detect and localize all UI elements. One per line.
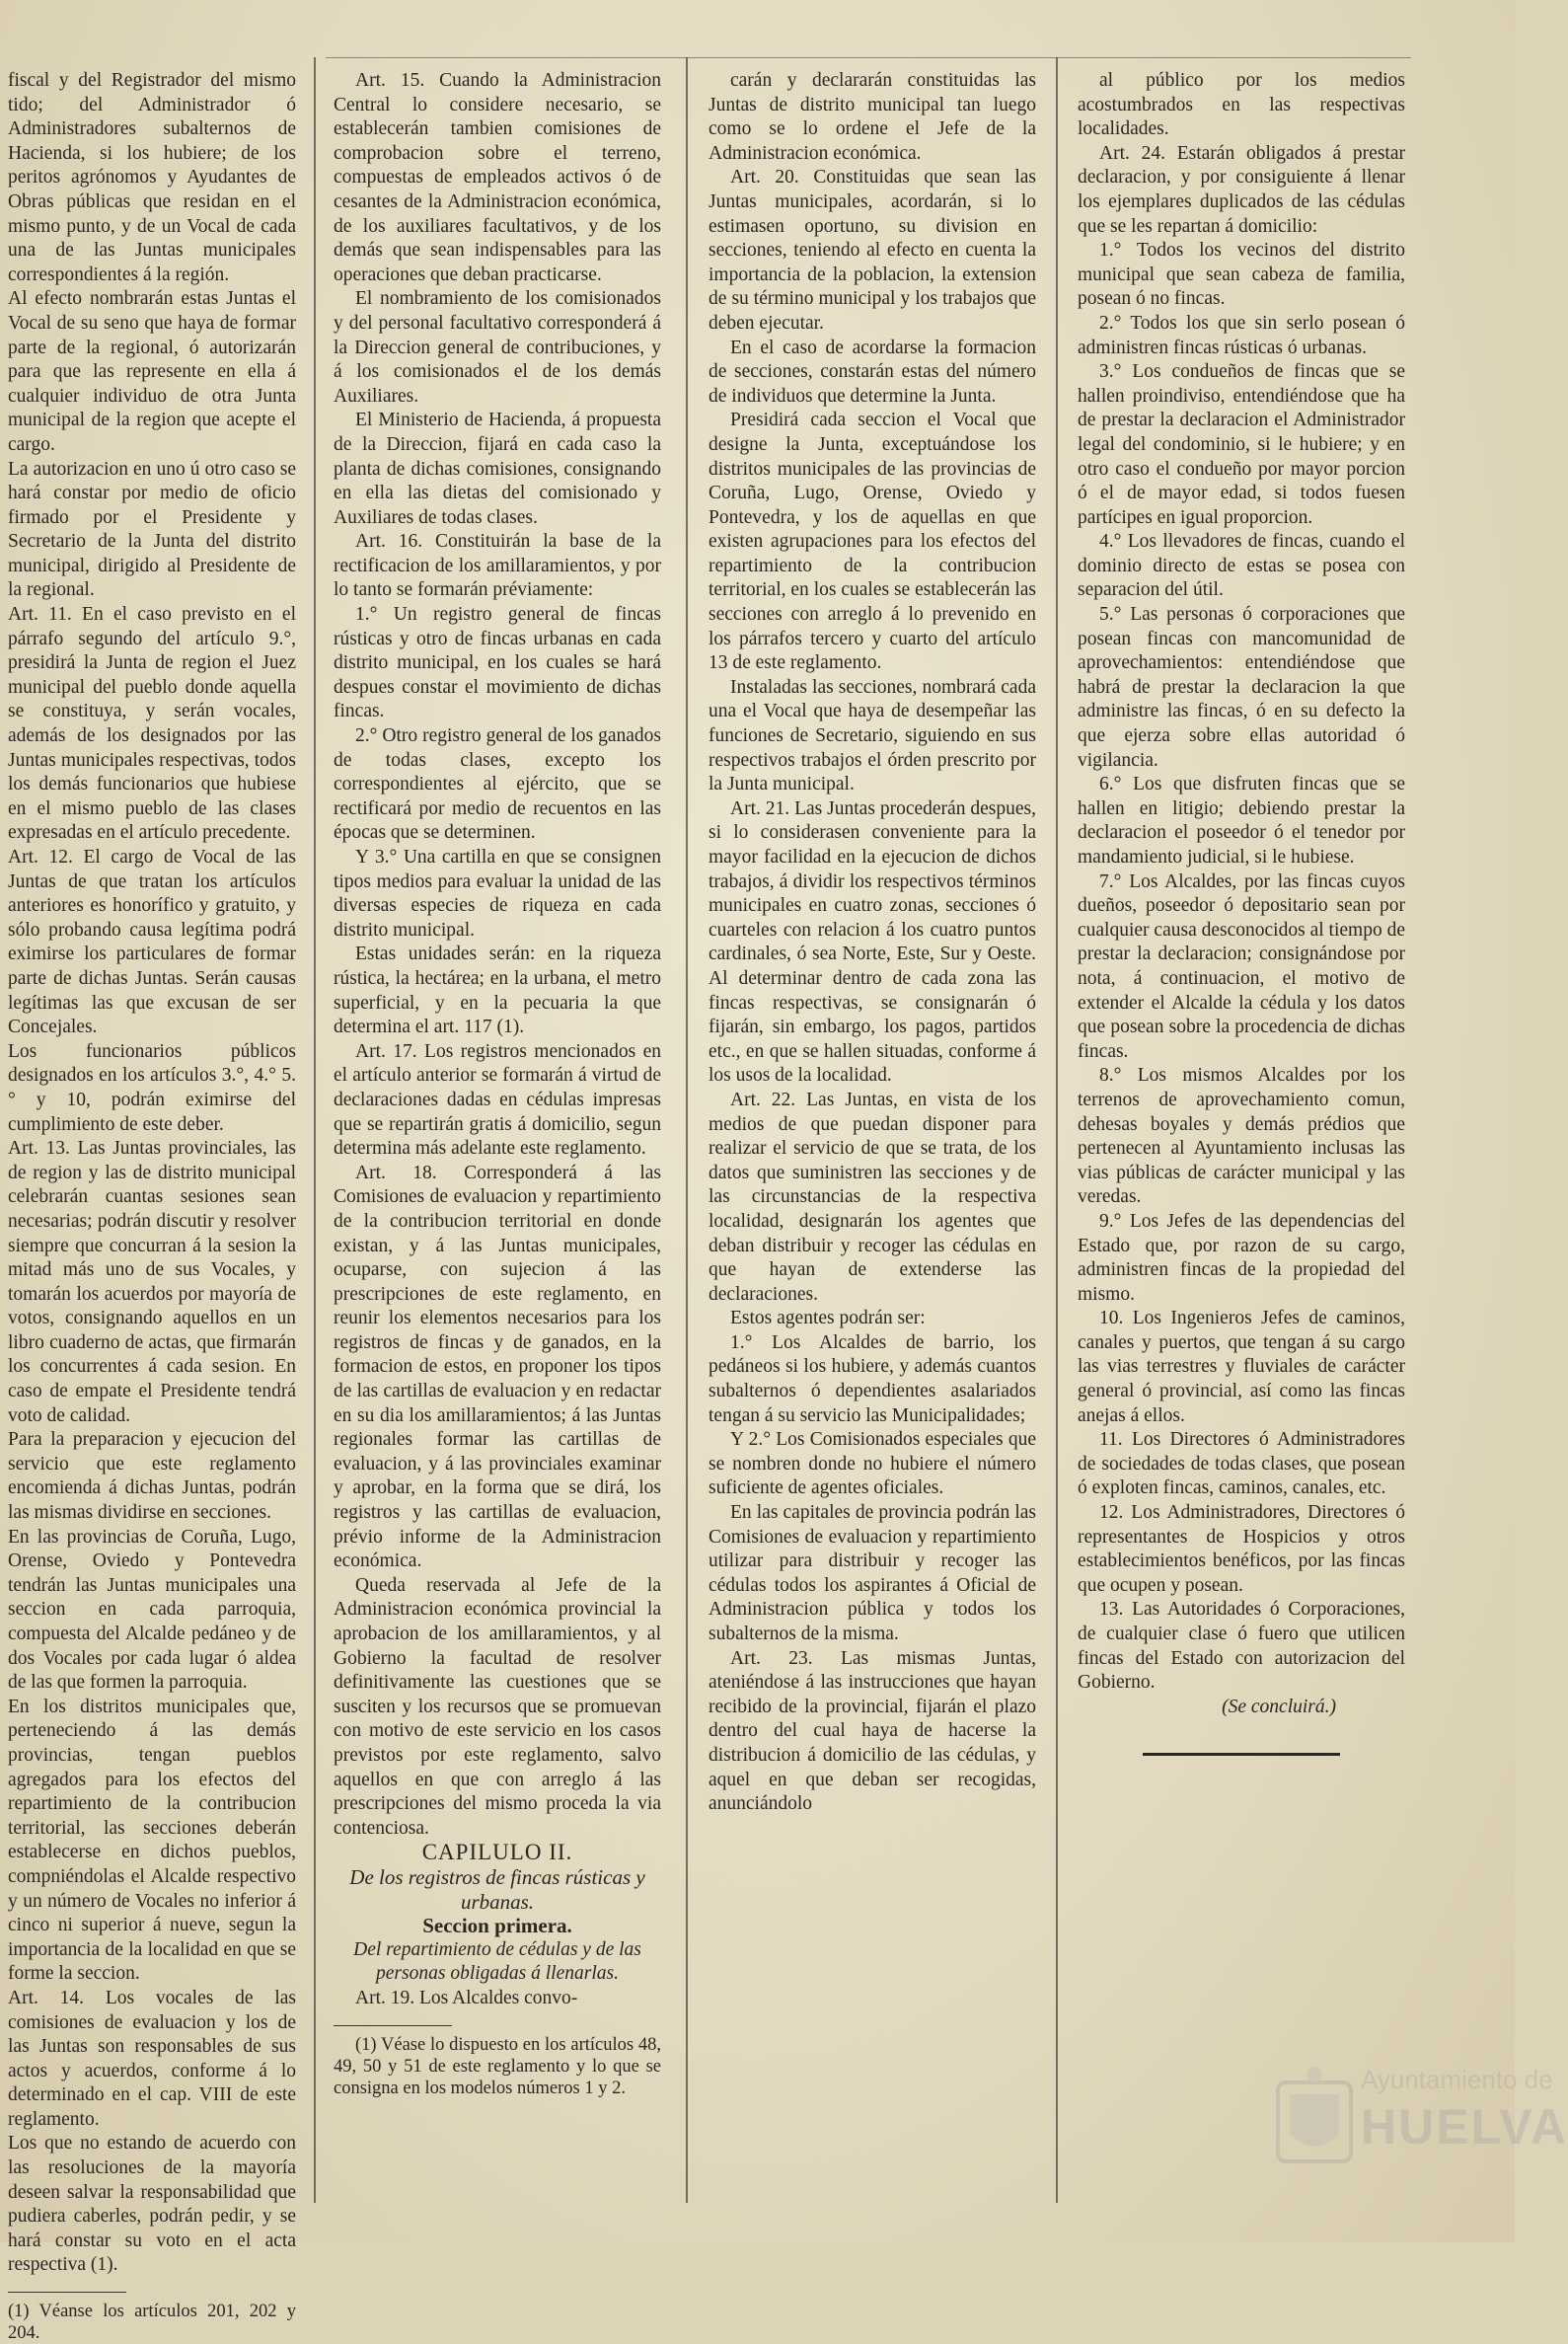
paragraph: Art. 16. Constituirán la base de la rectificacion de los amillaramientos, y por lo tanto se formarán préviamente: — [334, 531, 661, 601]
chapter-subtitle: De los registros de fincas rústicas y urbanas. — [349, 1864, 645, 1914]
paragraph: carán y declararán constituidas las Juntas de distrito municipal tan luego como se lo ordene el Jefe de la Administracion económica. — [709, 70, 1036, 164]
paragraph: Art. 22. Las Juntas, en vista de los medios de que puedan disponer para realizar el servicio de que se trata, de los datos que suministren las secciones y de las circunstancias de la respectiva localidad, designarán los agentes que deban distribuir y recoger las cédulas en que hayan de extenderse las declaraciones. — [709, 1089, 1036, 1305]
paragraph: Art. 14. Los vocales de las comisiones de evaluacion y los de las Juntas son responsables de sus actos y acuerdos, conforme á lo determinado en el cap. VIII de este reglamento. — [8, 1987, 296, 2130]
paragraph: Y 2.° Los Comisionados especiales que se nombren donde no hubiere el número suficiente de agentes oficiales. — [709, 1429, 1036, 1499]
paragraph: Art. 24. Estarán obligados á prestar declaracion, y por consiguiente á llenar los ejemplares duplicados de las cédulas que se les repartan á domicilio: — [1078, 142, 1405, 237]
column-2 — [334, 69, 661, 2223]
paragraph: Estas unidades serán: en la riqueza rústica, la hectárea; en la urbana, el metro superficial, y en la pecuaria la que determina el art. 117 (1). — [334, 944, 661, 1038]
watermark-line-2: HUELVA — [1361, 2099, 1568, 2155]
paragraph: Art. 21. Las Juntas procederán despues, si lo considerasen conveniente para la mayor facilidad en la ejecucion de dichos trabajos, á dividir los respectivos términos municipales en cuatro zonas, secciones ó cuarteles con relacion á los cuatro puntos cardinales, ó sea Norte, Este, Sur y Oeste. Al determinar dentro de cada zona las fincas respectivas, se consignarán ó fijarán, sin embargo, los pagos, partidos etc., en que se hallen situadas, conforme á los usos de la localidad. — [709, 797, 1036, 1087]
paragraph: 1.° Un registro general de fincas rústicas y otro de fincas urbanas en cada distrito municipal, en los cuales se hará despues constar el movimiento de dichas fincas. — [334, 604, 661, 722]
paragraph: Los que no estando de acuerdo con las resoluciones de la mayoría deseen salvar la responsabilidad que pudiera caberles, podrán pedir, y se hará constar su voto en el acta respectiva (1). — [8, 2133, 296, 2276]
paragraph: 10. Los Ingenieros Jefes de caminos, canales y puertos, que tengan á su cargo las vias terrestres y fluviales de carácter general ó provincial, así como las fincas anejas á ellos. — [1078, 1308, 1405, 1426]
paragraph: 12. Los Administradores, Directores ó representantes de Hospicios y otros establecimientos benéficos, por las fincas que ocupen y posean. — [1078, 1502, 1405, 1596]
footnote-rule — [334, 2025, 452, 2026]
header-rule — [326, 57, 1411, 58]
paragraph: Art. 18. Corresponderá á las Comisiones de evaluacion y repartimiento de la contribucion territorial en donde existan, y á las Juntas municipales, ocuparse, con sujecion á las prescripciones de este reglamento, en reunir los elementos necesarios para los registros de fincas y de ganados, en la formacion de estos, en proponer los tipos de las cartillas de evaluacion y en redactar en su dia los amillaramientos; á las Juntas regionales formar las cartillas de evaluacion, y á las provinciales examinar y aprobar, en la forma que se dirá, los registros y las cartillas de evaluacion, prévio informe de la Administracion económica. — [334, 1162, 661, 1572]
paragraph: En las capitales de provincia podrán las Comisiones de evaluacion y repartimiento utilizar para distribuir y recoger las cédulas todos los aspirantes á Oficial de Administracion pública y todos los subalternos de la misma. — [709, 1502, 1036, 1644]
chapter-title: CAPILULO II. — [421, 1840, 573, 1865]
paragraph: Presidirá cada seccion el Vocal que designe la Junta, exceptuándose los distritos municipales de las provincias de Coruña, Lugo, Orense, Oviedo y Pontevedra, y los de aquellas en que existen agrupaciones para los efectos del repartimiento de la contribucion territorial, en los cuales se establecerán las secciones con arreglo á lo prevenido en los párrafos tercero y cuarto del artículo 13 de este reglamento. — [709, 410, 1036, 674]
column-1 — [8, 69, 296, 2344]
column-4-paragraphs — [1078, 69, 1405, 1696]
footnote-rule — [8, 2292, 126, 2293]
watermark — [1270, 2065, 1568, 2203]
end-rule — [1143, 1753, 1340, 1756]
paragraph: 1.° Todos los vecinos del distrito municipal que sean cabeza de familia, posean ó no fincas. — [1078, 240, 1405, 310]
paragraph: La autorizacion en uno ú otro caso se hará constar por medio de oficio firmado por el Presidente y Secretario de la Junta del distrito municipal, dirigido al Presidente de la regional. — [8, 458, 296, 601]
paragraph: Art. 12. El cargo de Vocal de las Juntas de que tratan los artículos anteriores es honorífico y gratuito, y sólo probando causa legítima podrá eximirse los particulares de formar parte de dichas Juntas. Serán causas legítimas las que excusan de ser Concejales. — [8, 847, 296, 1038]
column-1-footnote: (1) Véanse los artículos 201, 202 y 204. — [8, 2302, 296, 2344]
section-subtitle: Del repartimiento de cédulas y de las personas obligadas á llenarlas. — [353, 1938, 641, 1985]
paragraph: 3.° Los condueños de fincas que se hallen proindiviso, entendiéndose que ha de prestar la declaracion el Administrador legal del condominio, si le hubiere; y en otro caso el condueño por mayor porcion ó el de mayor edad, si todos fuesen partícipes en igual proporcion. — [1078, 361, 1405, 528]
column-divider — [314, 57, 316, 2203]
column-2-paragraphs — [334, 69, 661, 1841]
paragraph: Estos agentes podrán ser: — [730, 1308, 926, 1329]
paragraph: Queda reservada al Jefe de la Administracion económica provincial la aprobacion de los amillaramientos, y al Gobierno la facultad de resolver definitivamente las cuestiones que se susciten y los recursos que se promuevan con motivo de este servicio en los casos previstos por este reglamento, salvo aquellos en que con arreglo á las prescripciones del mismo proceda la via contenciosa. — [334, 1574, 661, 1839]
closing-note: (Se concluirá.) — [1222, 1696, 1336, 1717]
paragraph: Art. 23. Las mismas Juntas, ateniéndose á las instrucciones que hayan recibido de la provincial, fijarán el plazo dentro del cual haya de hacerse la distribucion á domicilio de las cédulas, y aquel en que deban ser recogidas, anunciándolo — [709, 1647, 1036, 1815]
paragraph: El nombramiento de los comisionados y del personal facultativo corresponderá á la Direccion general de contribuciones, y á los comisionados el de los demás Auxiliares. — [334, 288, 661, 407]
paragraph: 5.° Las personas ó corporaciones que posean fincas con mancomunidad de aprovechamientos: entendiéndose que habrá de prestar la declaracion la que administre las fincas, ó en su defecto la que ejerza sobre ellas autoridad ó vigilancia. — [1078, 604, 1405, 771]
watermark-line-1: Ayuntamiento de — [1361, 2065, 1553, 2094]
coat-of-arms-icon — [1270, 2065, 1359, 2173]
paragraph: 8.° Los mismos Alcaldes por los terrenos de aprovechamiento comun, dehesas boyales y demás prédios que pertenecen al Ayuntamiento inclusas las vias públicas de carácter municipal y las veredas. — [1078, 1065, 1405, 1208]
paragraph: Y 3.° Una cartilla en que se consignen tipos medios para evaluar la unidad de las diversas especies de riqueza en cada distrito municipal. — [334, 847, 661, 941]
column-divider — [686, 57, 688, 2203]
paragraph: En el caso de acordarse la formacion de secciones, constarán estas del número de individuos que determine la Junta. — [709, 337, 1036, 407]
paragraph: Al efecto nombrarán estas Juntas el Vocal de su seno que haya de formar parte de la regional, ó autorizarán para que las represente en ella á cualquier individuo de otra Junta municipal de la region que acepte el cargo. — [8, 288, 296, 455]
paragraph: En las provincias de Coruña, Lugo, Orense, Oviedo y Pontevedra tendrán las Juntas municipales una seccion en cada parroquia, compuesta del Alcalde pedáneo y de dos Vocales por cada lugar ó aldea de las que formen la parroquia. — [8, 1526, 296, 1694]
paragraph: 7.° Los Alcaldes, por las fincas cuyos dueños, poseedor ó depositario sean por cualquier causa desconocidos al tiempo de prestar la declaracion; consignándose por nota, á continuacion, el motivo de extender el Alcalde la cédula y los datos que posean sobre la procedencia de dichas fincas. — [1078, 870, 1405, 1062]
paragraph: Los funcionarios públicos designados en los artículos 3.°, 4.° 5.° y 10, podrán eximirse del cumplimiento de este deber. — [8, 1040, 296, 1135]
paragraph: 13. Las Autoridades ó Corporaciones, de cualquier clase ó fuero que utilicen fincas del Estado con autorizacion del Gobierno. — [1078, 1599, 1405, 1694]
section-title: Seccion primera. — [422, 1914, 572, 1938]
paragraph: 2.° Otro registro general de los ganados de todas clases, excepto los correspondientes al ejército, que se rectificará por medio de recuentos en las épocas que se determinen. — [334, 725, 661, 844]
column-2-footnote: (1) Véase lo dispuesto en los artículos 48, 49, 50 y 51 de este reglamento y lo que se consigna en los modelos números 1 y 2. — [334, 2034, 661, 2098]
paragraph: 4.° Los llevadores de fincas, cuando el dominio directo de estas se posea con separacion del útil. — [1078, 531, 1405, 601]
paragraph: 11. Los Directores ó Administradores de sociedades de todas clases, que posean ó exploten fincas, caminos, canales, etc. — [1078, 1429, 1405, 1499]
column-1-paragraphs — [8, 69, 296, 2278]
paragraph: fiscal y del Registrador del mismo tido; del Administrador ó Administradores subalternos de Hacienda, si los hubiere; de los peritos agrónomos y Ayudantes de Obras públicas que residan en el mismo punto, y de un Vocal de cada una de las Juntas municipales correspondientes á la región. — [8, 70, 296, 285]
paragraph: Art. 11. En el caso previsto en el párrafo segundo del artículo 9.°, presidirá la Junta de region el Juez municipal del pueblo donde aquella se constituya, y serán vocales, además de los designados por las Juntas municipales respectivas, todos los demás funcionarios que hubiese en el mismo pueblo de las clases expresadas en el artículo precedente. — [8, 604, 296, 844]
paragraph: 1.° Los Alcaldes de barrio, los pedáneos si los hubiere, y además cuantos subalternos ó dependientes asalariados tengan á su servicio las Municipalidades; — [709, 1331, 1036, 1426]
paragraph: En los distritos municipales que, perteneciendo á las demás provincias, tengan pueblos agregados para los efectos del repartimiento de la contribucion territorial, las secciones deberán establecerse en dichos pueblos, compniéndolas el Alcalde respectivo y un número de Vocales no inferior á cinco ni superior á nueve, segun la importancia de la localidad en que se forme la seccion. — [8, 1696, 296, 1985]
paragraph: al público por los medios acostumbrados en las respectivas localidades. — [1078, 70, 1405, 140]
paragraph: 9.° Los Jefes de las dependencias del Estado que, por razon de su cargo, administren fincas de la propiedad del mismo. — [1078, 1210, 1405, 1305]
paragraph: Art. 13. Las Juntas provinciales, las de region y las de distrito municipal celebrarán cuantas sesiones sean necesarias; podrán discutir y resolver siempre que concurran á la sesion la mitad más uno de sus Vocales, y tomarán los acuerdos por mayoría de votos, consignando aquellos en un libro cuaderno de actas, que firmarán los concurrentes á cada sesion. En caso de empate el Presidente tendrá voto de calidad. — [8, 1138, 296, 1426]
paragraph: Art. 17. Los registros mencionados en el artículo anterior se formarán á virtud de declaraciones dadas en cédulas impresas que se repartirán gratis á domicilio, segun determina más adelante este reglamento. — [334, 1040, 661, 1160]
paragraph: Para la preparacion y ejecucion del servicio que este reglamento encomienda á dichas Juntas, podrán las mismas dividirse en secciones. — [8, 1429, 296, 1524]
paragraph: Instaladas las secciones, nombrará cada una el Vocal que haya de desempeñar las funciones de Secretario, siguiendo en sus respectivos trabajos el órden prescrito por la Junta municipal. — [709, 676, 1036, 795]
column-divider — [1056, 57, 1058, 2203]
article-19-start: Art. 19. Los Alcaldes convo- — [355, 1987, 578, 2008]
column-4 — [1078, 69, 1405, 2223]
paragraph: El Ministerio de Hacienda, á propuesta de la Direccion, fijará en cada caso la planta de dichas comisiones, consignando en ella las dietas del comisionado y Auxiliares de todas clases. — [334, 410, 661, 528]
paragraph: 2.° Todos los que sin serlo posean ó administren fincas rústicas ó urbanas. — [1078, 312, 1405, 358]
column-3-paragraphs — [709, 69, 1036, 1817]
paragraph: Art. 20. Constituidas que sean las Juntas municipales, acordarán, si lo estimasen oportuno, su division en secciones, teniendo al efecto en cuenta la importancia de la poblacion, la extension de su término municipal y los trabajos que deben ejecutar. — [709, 167, 1036, 334]
column-3 — [709, 69, 1036, 2223]
paragraph: Art. 15. Cuando la Administracion Central lo considere necesario, se establecerán tambien comisiones de comprobacion sobre el terreno, compuestas de empleados activos ó de cesantes de la Administracion económica, de los auxiliares facultativos, y de los demás que sean indispensables para las operaciones que deban practicarse. — [334, 70, 661, 285]
paragraph: 6.° Los que disfruten fincas que se hallen en litigio; debiendo prestar la declaracion el poseedor ó el tenedor por mandamiento judicial, si le hubiese. — [1078, 774, 1405, 868]
